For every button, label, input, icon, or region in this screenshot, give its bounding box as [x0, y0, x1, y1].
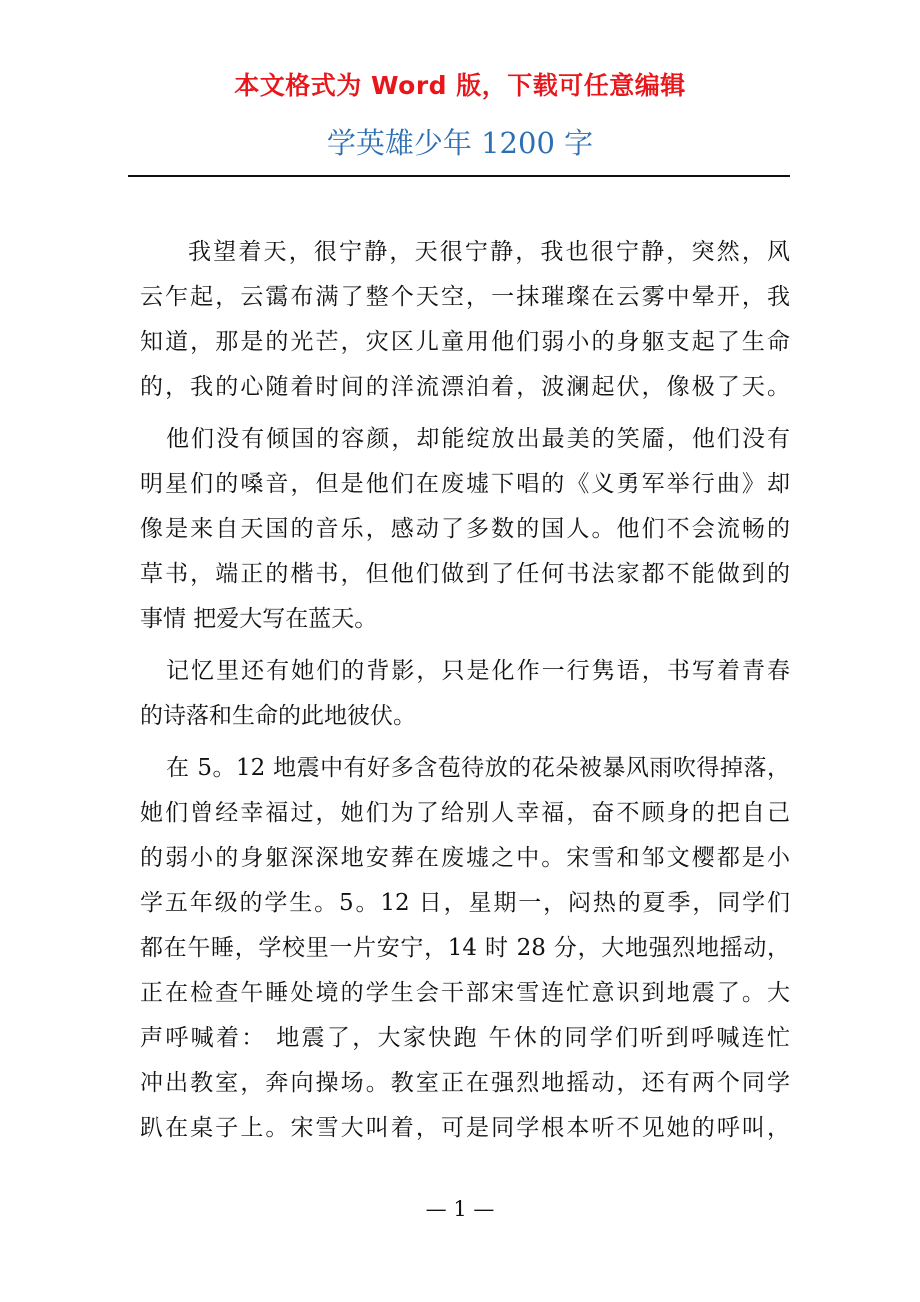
page-number: — 1 —	[425, 1197, 495, 1221]
text-line: 的弱小的身躯深深地安葬在废墟之中。宋雪和邹文樱都是小	[140, 845, 790, 871]
text-line: 云乍起，云霭布满了整个天空，一抹璀璨在云雾中晕开，我	[140, 284, 790, 310]
text-line: 像是来自天国的音乐，感动了多数的国人。他们不会流畅的	[140, 516, 790, 542]
paragraph-1	[140, 230, 790, 410]
text-line: 草书，端正的楷书，但他们做到了任何书法家都不能做到的	[140, 561, 790, 587]
text-line: 的，我的心随着时间的洋流漂泊着，波澜起伏，像极了天。	[140, 374, 790, 400]
paragraph-4	[140, 746, 790, 1151]
text-line: 学五年级的学生。5。12 日，星期一，闷热的夏季，同学们	[140, 890, 790, 916]
text-line: 在 5。12 地震中有好多含苞待放的花朵被暴风雨吹得掉落，	[166, 755, 790, 781]
text-line: 事情 把爱大写在蓝天。	[140, 606, 378, 632]
text-line: 记忆里还有她们的背影，只是化作一行隽语，书写着青春	[166, 658, 790, 684]
text-line: 知道，那是的光芒，灾区儿童用他们弱小的身躯支起了生命	[140, 329, 790, 355]
text-line: 正在检查午睡处境的学生会干部宋雪连忙意识到地震了。大	[140, 980, 790, 1006]
paragraph-2	[140, 417, 790, 642]
text-line: 都在午睡，学校里一片安宁，14 时 28 分，大地强烈地摇动，	[140, 935, 790, 961]
format-notice-banner: 本文格式为 Word 版，下载可任意编辑	[234, 71, 686, 100]
text-line: 他们没有倾国的容颜，却能绽放出最美的笑靥，他们没有	[166, 426, 790, 452]
text-line: 我望着天，很宁静，天很宁静，我也很宁静，突然，风	[188, 239, 790, 265]
text-line: 冲出教室，奔向操场。教室正在强烈地摇动，还有两个同学	[140, 1070, 790, 1096]
text-line: 声呼喊着： 地震了，大家快跑 午休的同学们听到呼喊连忙	[140, 1025, 790, 1051]
title-divider	[128, 175, 790, 177]
text-line: 她们曾经幸福过，她们为了给别人幸福，奋不顾身的把自己	[140, 800, 790, 826]
document-title: 学英雄少年 1200 字	[326, 126, 594, 160]
text-line: 的诗落和生命的此地彼伏。	[140, 703, 416, 729]
text-line: 趴在桌子上。宋雪大叫着，可是同学根本听不见她的呼叫，	[140, 1115, 790, 1141]
text-line: 明星们的嗓音，但是他们在废墟下唱的《义勇军举行曲》却	[140, 471, 790, 497]
paragraph-3	[140, 649, 790, 739]
document-body	[140, 230, 790, 1158]
